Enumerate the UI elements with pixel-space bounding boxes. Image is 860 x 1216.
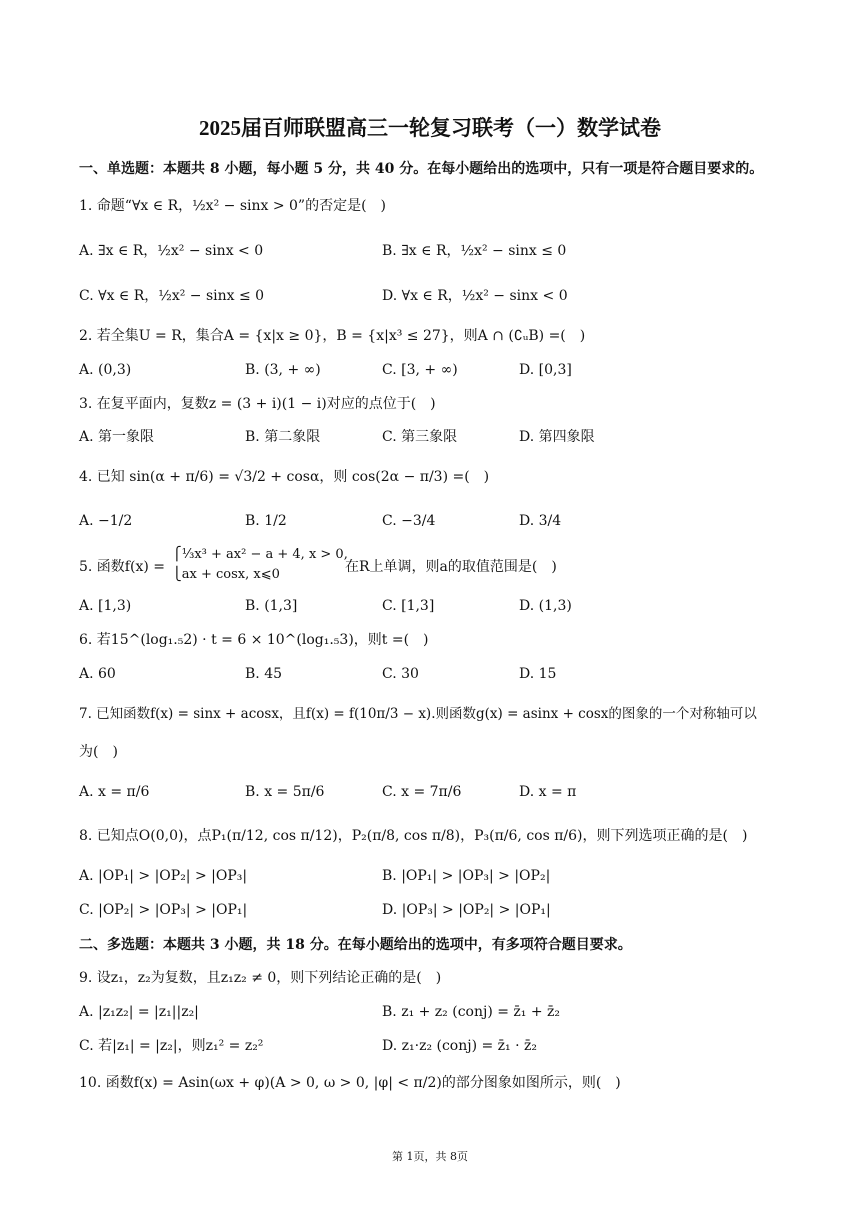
question-8-option-b: B. |OP₁| > |OP₃| > |OP₂| bbox=[382, 868, 551, 884]
question-8-option-c: C. |OP₂| > |OP₃| > |OP₁| bbox=[79, 902, 248, 918]
question-1-option-c: C. ∀x ∈ R，½x² − sinx ≤ 0 bbox=[79, 288, 265, 304]
section-heading-single-choice: 一、单选题：本题共 8 小题，每小题 5 分，共 40 分。在每小题给出的选项中，只有一项是符合题目要求的。 bbox=[79, 161, 764, 177]
question-9-stem: 9. 设z₁，z₂为复数，且z₁z₂ ≠ 0，则下列结论正确的是( ) bbox=[79, 970, 442, 986]
question-2-option-a: A. (0,3) bbox=[79, 362, 132, 378]
question-1-option-b: B. ∃x ∈ R，½x² − sinx ≤ 0 bbox=[382, 243, 567, 259]
question-3-option-c: C. 第三象限 bbox=[382, 429, 458, 445]
question-10-stem: 10. 函数f(x) = Asin(ωx + φ)(A > 0, ω > 0, |φ| < π/2)的部分图象如图所示，则( ) bbox=[79, 1075, 621, 1091]
question-4-stem: 4. 已知 sin(α + π/6) = √3/2 + cosα，则 cos(2α − π/3) =( ) bbox=[79, 469, 490, 485]
question-5-option-d: D. (1,3) bbox=[519, 598, 572, 614]
question-2-option-c: C. [3, + ∞) bbox=[382, 362, 458, 378]
question-8-option-a: A. |OP₁| > |OP₂| > |OP₃| bbox=[79, 868, 248, 884]
question-9-option-d: D. z₁·z₂ (conj) = z̄₁ · z̄₂ bbox=[382, 1038, 538, 1054]
question-6-option-a: A. 60 bbox=[79, 666, 116, 682]
section-heading-multiple-choice: 二、多选题：本题共 3 小题，共 18 分。在每小题给出的选项中，有多项符合题目要求。 bbox=[79, 937, 632, 953]
question-7-option-b: B. x = 5π/6 bbox=[245, 784, 325, 800]
question-1-option-a: A. ∃x ∈ R，½x² − sinx < 0 bbox=[79, 243, 264, 259]
question-1-stem: 1. 命题“∀x ∈ R，½x² − sinx > 0”的否定是( ) bbox=[79, 198, 387, 214]
question-5-piecewise-line-1: ⎧⅓x³ + ax² − a + 4, x > 0, bbox=[172, 547, 348, 562]
question-6-option-c: C. 30 bbox=[382, 666, 419, 682]
question-4-option-c: C. −3/4 bbox=[382, 513, 436, 529]
question-3-option-d: D. 第四象限 bbox=[519, 429, 595, 445]
question-7-stem-line-1: 7. 已知函数f(x) = sinx + acosx，且f(x) = f(10π/3 − x).则函数g(x) = asinx + cosx的图象的一个对称轴可以 bbox=[79, 706, 757, 722]
question-6-option-d: D. 15 bbox=[519, 666, 557, 682]
question-4-option-a: A. −1/2 bbox=[79, 513, 133, 529]
question-3-option-b: B. 第二象限 bbox=[245, 429, 321, 445]
question-5-stem-prefix: 5. 函数f(x) = bbox=[79, 559, 165, 575]
question-9-option-a: A. |z₁z₂| = |z₁||z₂| bbox=[79, 1004, 199, 1020]
page-footer: 第 1页，共 8页 bbox=[392, 1150, 468, 1163]
question-7-option-d: D. x = π bbox=[519, 784, 577, 800]
question-3-option-a: A. 第一象限 bbox=[79, 429, 155, 445]
question-6-stem: 6. 若15^(log₁.₅2) · t = 6 × 10^(log₁.₅3)，则t =( ) bbox=[79, 632, 429, 648]
page-title: 2025届百师联盟高三一轮复习联考（一）数学试卷 bbox=[199, 116, 661, 140]
question-9-option-c: C. 若|z₁| = |z₂|，则z₁² = z₂² bbox=[79, 1038, 264, 1054]
question-7-stem-line-2: 为( ) bbox=[79, 744, 118, 760]
question-9-option-b: B. z₁ + z₂ (conj) = z̄₁ + z̄₂ bbox=[382, 1004, 561, 1020]
question-5-option-b: B. (1,3] bbox=[245, 598, 298, 614]
question-7-option-c: C. x = 7π/6 bbox=[382, 784, 462, 800]
question-3-stem: 3. 在复平面内，复数z = (3 + i)(1 − i)对应的点位于( ) bbox=[79, 396, 436, 412]
question-6-option-b: B. 45 bbox=[245, 666, 283, 682]
question-2-option-d: D. [0,3] bbox=[519, 362, 572, 378]
question-5-option-c: C. [1,3] bbox=[382, 598, 435, 614]
question-5-piecewise-line-2: ⎩ax + cosx, x⩽0 bbox=[172, 567, 280, 582]
question-8-stem: 8. 已知点O(0,0)，点P₁(π/12, cos π/12)，P₂(π/8, cos π/8)，P₃(π/6, cos π/6)，则下列选项正确的是( ) bbox=[79, 828, 748, 844]
question-5-option-a: A. [1,3) bbox=[79, 598, 132, 614]
question-5-stem-suffix: 在R上单调，则a的取值范围是( ) bbox=[345, 559, 557, 575]
question-4-option-d: D. 3/4 bbox=[519, 513, 562, 529]
question-4-option-b: B. 1/2 bbox=[245, 513, 287, 529]
question-7-option-a: A. x = π/6 bbox=[79, 784, 150, 800]
question-2-stem: 2. 若全集U = R，集合A = {x|x ≥ 0}，B = {x|x³ ≤ 27}，则A ∩ (∁ᵤB) =( ) bbox=[79, 328, 586, 344]
question-2-option-b: B. (3, + ∞) bbox=[245, 362, 321, 378]
question-8-option-d: D. |OP₃| > |OP₂| > |OP₁| bbox=[382, 902, 551, 918]
question-1-option-d: D. ∀x ∈ R，½x² − sinx < 0 bbox=[382, 288, 568, 304]
